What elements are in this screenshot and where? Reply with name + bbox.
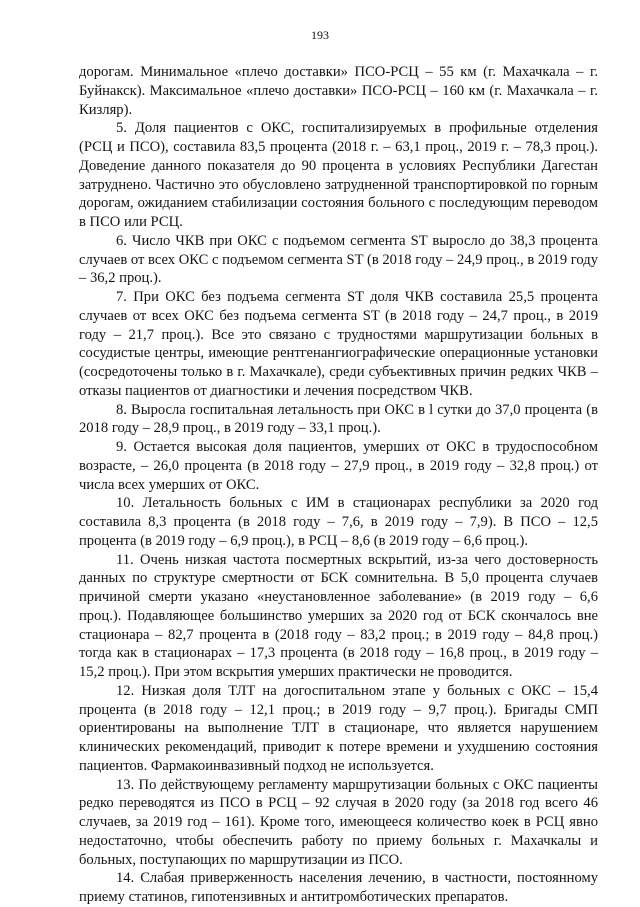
page-number: 193	[311, 28, 329, 42]
document-body	[79, 63, 598, 907]
paragraph-13: 13. По действующему регламенту маршрутизации больных с ОКС пациенты редко переводятся из ПСО в РСЦ – 92 случая в 2020 году (за 2018 год всего 46 случаев, за 2019 год – 161). Кроме того, имеющееся количество коек в РСЦ явно недостаточно, чтобы обеспечить работу по приему больных г. Махачкалы и больных, поступающих по маршрутизации из ПСО.	[79, 776, 598, 868]
paragraph-7: 7. При ОКС без подъема сегмента ST доля ЧКВ составила 25,5 процента случаев от всех ОКС без подъема сегмента ST (в 2018 году – 24,7 проц., в 2019 году – 21,7 проц.). Все это связано с трудностями маршрутизации больных в сосудистые центры, имеющие рентгенангиографические операционные установки (сосредоточены только в г. Махачкале), среди субъективных причин редких ЧКВ – отказы пациентов от диагностики и лечения посредством ЧКВ.	[79, 289, 598, 399]
paragraph-6: 6. Число ЧКВ при ОКС с подъемом сегмента ST выросло до 38,3 процента случаев от всех ОКС с подъемом сегмента ST (в 2018 году – 24,9 проц., в 2019 году – 36,2 проц.).	[79, 232, 598, 287]
paragraph-5: 5. Доля пациентов с ОКС, госпитализируемых в профильные отделения (РСЦ и ПСО), составила 83,5 процента (2018 г. – 63,1 проц., 2019 г. – 78,3 проц.). Доведение данного показателя до 90 процента в условиях Республики Дагестан затруднено. Частично это обусловлено затрудненной транспортировкой по горным дорогам, ожиданием стабилизации состояния больного с последующим переводом в ПСО или РСЦ.	[79, 120, 598, 230]
paragraph-11: 11. Очень низкая частота посмертных вскрытий, из-за чего достоверность данных по структуре смертности от БСК сомнительна. В 5,0 процента случаев причиной смерти указано «неустановленное заболевание» (в 2019 году – 6,6 проц.). Подавляющее большинство умерших за 2020 год от БСК скончалось вне стационара – 82,7 процента в (2018 году – 83,2 проц.; в 2019 году – 84,8 проц.) тогда как в стационарах – 17,3 процента (в 2018 году – 16,8 проц., в 2019 году – 15,2 проц.). При этом вскрытия умерших практически не проводится.	[79, 551, 598, 680]
paragraph-8: 8. Выросла госпитальная летальность при ОКС в l сутки до 37,0 процента (в 2018 году – 28,9 проц., в 2019 году – 33,1 проц.).	[79, 401, 598, 437]
paragraph-continuation: дорогам. Минимальное «плечо доставки» ПСО-РСЦ – 55 км (г. Махачкала – г. Буйнакск). Максимальное «плечо доставки» ПСО-РСЦ – 160 км (г. Махачкала – г. Кизляр).	[79, 64, 598, 118]
paragraph-9: 9. Остается высокая доля пациентов, умерших от ОКС в трудоспособном возрасте, – 26,0 процента (в 2018 году – 27,9 проц., в 2019 году – 32,8 проц.) от числа всех умерших от ОКС.	[79, 439, 598, 493]
paragraph-14: 14. Слабая приверженность населения лечению, в частности, постоянному приему статинов, гипотензивных и антитромботических препаратов.	[79, 870, 598, 905]
paragraph-12: 12. Низкая доля ТЛТ на догоспитальном этапе у больных с ОКС – 15,4 процента (в 2018 году – 12,1 проц.; в 2019 году – 9,7 проц.). Бригады СМП ориентированы на выполнение ТЛТ в стационаре, что является нарушением клинических рекомендаций, приводит к потере времени и ухудшению состояния пациентов. Фармакоинвазивный подход не используется.	[79, 682, 598, 774]
paragraph-10: 10. Летальность больных с ИМ в стационарах республики за 2020 год составила 8,3 процента (в 2018 году – 7,6, в 2019 году – 7,9). В ПСО – 12,5 процента (в 2019 году – 6,9 проц.), в РСЦ – 8,6 (в 2019 году – 6,6 проц.).	[79, 495, 598, 549]
